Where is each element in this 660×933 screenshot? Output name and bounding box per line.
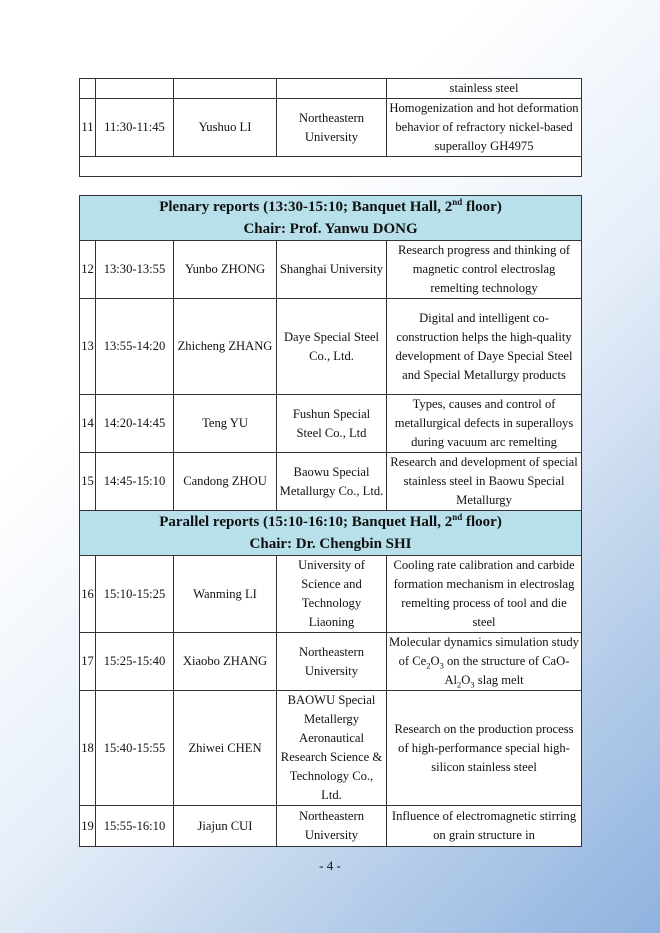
table-row: [80, 806, 582, 847]
session-heading: Parallel reports (15:10-16:10; Banquet Hall, 2nd floor): [159, 512, 502, 530]
speaker-cell: Yushuo LI: [174, 99, 277, 157]
title-cell: Cooling rate calibration and carbide formation mechanism in electroslag remelting process of tool and die steel: [387, 556, 582, 633]
empty-row: [80, 157, 582, 177]
time-cell: 14:20-14:45: [96, 395, 174, 453]
row-number: 18: [80, 691, 96, 806]
table-row: [80, 556, 582, 633]
speaker-cell: Candong ZHOU: [174, 453, 277, 511]
affiliation-cell: Northeastern University: [277, 633, 387, 691]
row-number: 13: [80, 299, 96, 395]
row-number: 15: [80, 453, 96, 511]
table-row: [80, 453, 582, 511]
title-cell: Research and development of special stainless steel in Baowu Special Metallurgy: [387, 453, 582, 511]
affiliation-cell: Northeastern University: [277, 806, 387, 847]
speaker-cell: Jiajun CUI: [174, 806, 277, 847]
affiliation-cell: Fushun Special Steel Co., Ltd: [277, 395, 387, 453]
table-row: [80, 299, 582, 395]
table-row: [80, 633, 582, 691]
row-number: 17: [80, 633, 96, 691]
agenda-table: [79, 195, 582, 847]
row-number: [80, 79, 96, 99]
session-heading: Plenary reports (13:30-15:10; Banquet Hall, 2nd floor): [159, 197, 502, 215]
time-cell: 15:40-15:55: [96, 691, 174, 806]
title-cell: Influence of electromagnetic stirring on grain structure in: [387, 806, 582, 847]
title-cell: Digital and intelligent co-construction helps the high-quality development of Daye Special Steel and Special Metallurgy products: [387, 299, 582, 395]
table-row: [80, 395, 582, 453]
title-cell: Research progress and thinking of magnetic control electroslag remelting technology: [387, 241, 582, 299]
time-cell: 13:30-13:55: [96, 241, 174, 299]
table-row: [80, 99, 582, 157]
time-cell: [96, 79, 174, 99]
title-cell: Homogenization and hot deformation behavior of refractory nickel-based superalloy GH4975: [387, 99, 582, 157]
title-cell: Molecular dynamics simulation study of $Ce_2O_3$ on the structure of CaO-$Al_2O_3$ slag melt: [387, 633, 582, 691]
affiliation-cell: Baowu Special Metallurgy Co., Ltd.: [277, 453, 387, 511]
speaker-cell: [174, 79, 277, 99]
agenda-table-continued: [79, 78, 582, 177]
affiliation-cell: [277, 79, 387, 99]
time-cell: 14:45-15:10: [96, 453, 174, 511]
section-header-row: [80, 196, 582, 241]
time-cell: 11:30-11:45: [96, 99, 174, 157]
title-cell: Research on the production process of high-performance special high-silicon stainless steel: [387, 691, 582, 806]
affiliation-cell: Daye Special Steel Co., Ltd.: [277, 299, 387, 395]
speaker-cell: Teng YU: [174, 395, 277, 453]
time-cell: 15:25-15:40: [96, 633, 174, 691]
title-cell: Types, causes and control of metallurgical defects in superalloys during vacuum arc remelting: [387, 395, 582, 453]
row-number: 19: [80, 806, 96, 847]
row-number: 12: [80, 241, 96, 299]
plenary-session-header: [80, 196, 582, 241]
time-cell: 15:55-16:10: [96, 806, 174, 847]
table-row: [80, 79, 582, 99]
time-cell: 15:10-15:25: [96, 556, 174, 633]
affiliation-cell: Shanghai University: [277, 241, 387, 299]
row-number: 14: [80, 395, 96, 453]
speaker-cell: Wanming LI: [174, 556, 277, 633]
speaker-cell: Xiaobo ZHANG: [174, 633, 277, 691]
session-chair: Chair: Prof. Yanwu DONG: [243, 221, 418, 237]
row-number: 16: [80, 556, 96, 633]
page-number: - 4 -: [319, 858, 341, 873]
table-row: [80, 691, 582, 806]
empty-cell: [80, 157, 582, 177]
parallel-session-header: [80, 511, 582, 556]
time-cell: 13:55-14:20: [96, 299, 174, 395]
table-row: [80, 241, 582, 299]
row-number: 11: [80, 99, 96, 157]
speaker-cell: Zhicheng ZHANG: [174, 299, 277, 395]
affiliation-cell: BAOWU Special Metallergy Aeronautical Research Science & Technology Co., Ltd.: [277, 691, 387, 806]
affiliation-cell: University of Science and Technology Liaoning: [277, 556, 387, 633]
speaker-cell: Zhiwei CHEN: [174, 691, 277, 806]
title-cell: stainless steel: [387, 79, 582, 99]
speaker-cell: Yunbo ZHONG: [174, 241, 277, 299]
affiliation-cell: Northeastern University: [277, 99, 387, 157]
section-header-row: [80, 511, 582, 556]
session-chair: Chair: Dr. Chengbin SHI: [249, 536, 412, 552]
